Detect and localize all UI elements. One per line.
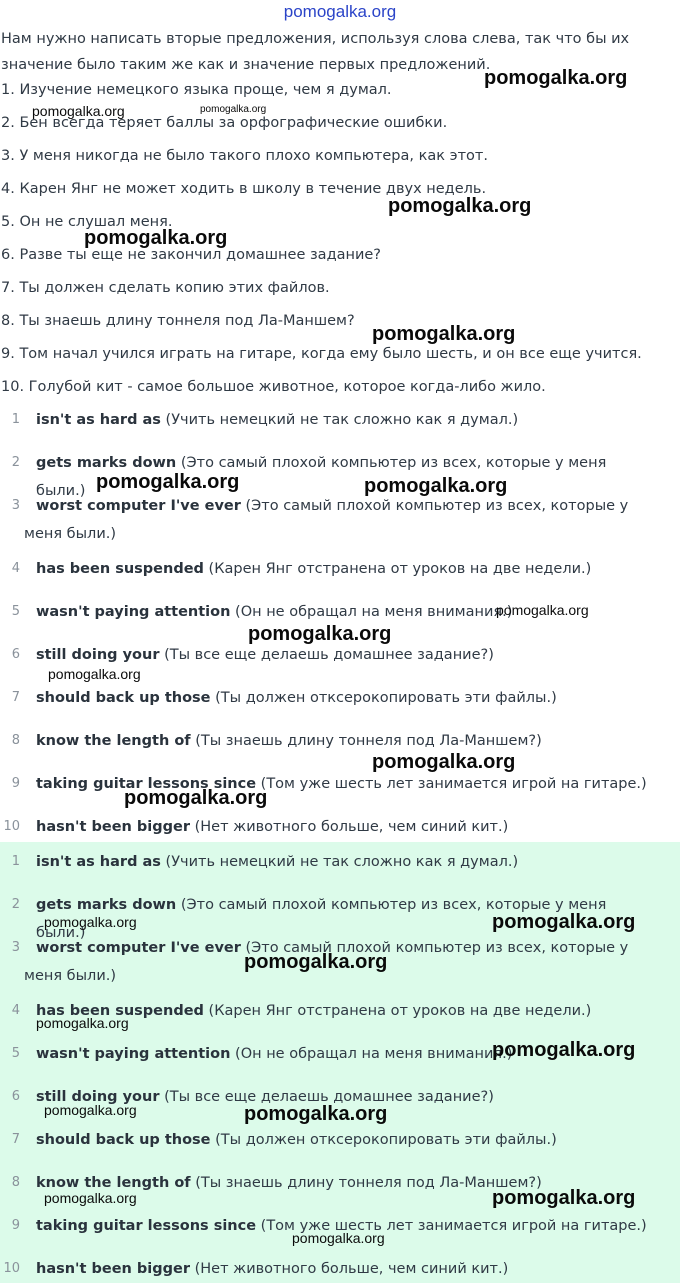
answer-number: 3: [11, 940, 20, 955]
answer-translation: (Это самый плохой компьютер из всех, которые у меня были.): [24, 498, 629, 542]
answer-phrase: hasn't been bigger: [36, 819, 190, 835]
answer-number: 10: [3, 819, 20, 834]
answer-text: [36, 555, 648, 583]
answer-translation: (Ты все еще делаешь домашнее задание?): [164, 647, 494, 663]
watermark: pomogalka.org: [484, 67, 628, 89]
watermark: pomogalka.org: [244, 1103, 388, 1125]
answer-phrase: should back up those: [36, 1132, 211, 1148]
answer-phrase: hasn't been bigger: [36, 1261, 190, 1277]
watermark: pomogalka.org: [48, 666, 141, 682]
watermark: pomogalka.org: [44, 1190, 137, 1206]
task-sentence: 4. Карен Янг не может ходить в школу в течение двух недель.: [1, 181, 487, 197]
answer-phrase: gets marks down: [36, 897, 177, 913]
answer-number: 8: [11, 1175, 20, 1190]
watermark: pomogalka.org: [44, 1102, 137, 1118]
watermark: pomogalka.org: [496, 602, 589, 618]
answer-translation: (Это самый плохой компьютер из всех, которые у меня были.): [24, 940, 629, 984]
watermark: pomogalka.org: [96, 471, 240, 493]
watermark: pomogalka.org: [492, 911, 636, 933]
answer-number: 9: [11, 1218, 20, 1233]
answer-translation: (Это самый плохой компьютер из всех, которые у меня были.): [36, 897, 607, 941]
answer-number: 2: [11, 455, 20, 470]
answer-number: 6: [11, 647, 20, 662]
answer-phrase: wasn't paying attention: [36, 604, 231, 620]
answer-number: 5: [11, 604, 20, 619]
answer-phrase: wasn't paying attention: [36, 1046, 231, 1062]
task-instruction: Нам нужно написать вторые предложения, используя слова слева, так что бы их значение было таким же как и значение первых предложений.: [1, 31, 630, 73]
answer-phrase: worst computer I've ever: [36, 940, 241, 956]
task-sentence: 2. Бен всегда теряет баллы за орфографические ошибки.: [1, 115, 448, 131]
watermark: pomogalka.org: [388, 195, 532, 217]
answer-phrase: still doing your: [36, 647, 160, 663]
watermark: pomogalka.org: [248, 623, 392, 645]
watermark: pomogalka.org: [492, 1039, 636, 1061]
answer-phrase: know the length of: [36, 1175, 191, 1191]
answer-number: 8: [11, 733, 20, 748]
task-sentence: 1. Изучение немецкого языка проще, чем я думал.: [1, 82, 392, 98]
answer-text: [36, 406, 648, 434]
task-sentence: 8. Ты знаешь длину тоннеля под Ла-Маншем?: [1, 313, 355, 329]
answers-list-highlighted: [0, 842, 680, 1283]
task-sentence: 6. Разве ты еще не закончил домашнее задание?: [1, 247, 382, 263]
answer-translation: (Нет животного больше, чем синий кит.): [194, 1261, 509, 1277]
answer-text: [36, 727, 648, 755]
answer-phrase: isn't as hard as: [36, 412, 161, 428]
watermark: pomogalka.org: [36, 1015, 129, 1031]
watermark: pomogalka.org: [32, 103, 125, 119]
answer-phrase: has been suspended: [36, 561, 204, 577]
answer-translation: (Ты должен отксерокопировать эти файлы.): [215, 1132, 557, 1148]
answer-phrase: should back up those: [36, 690, 211, 706]
answer-translation: (Том уже шесть лет занимается игрой на гитаре.): [260, 1218, 647, 1234]
answer-phrase: know the length of: [36, 733, 191, 749]
task-sentence: 5. Он не слушал меня.: [1, 214, 173, 230]
watermark: pomogalka.org: [492, 1187, 636, 1209]
answer-text: [36, 848, 648, 876]
answer-phrase: taking guitar lessons since: [36, 776, 257, 792]
answer-text: [36, 1126, 648, 1154]
answer-phrase: taking guitar lessons since: [36, 1218, 257, 1234]
answer-translation: (Он не обращал на меня внимания.): [235, 604, 513, 620]
site-logo[interactable]: pomogalka.org: [283, 2, 397, 21]
answer-translation: (Нет животного больше, чем синий кит.): [194, 819, 509, 835]
answer-translation: (Это самый плохой компьютер из всех, которые у меня были.): [36, 455, 607, 499]
answer-translation: (Карен Янг отстранена от уроков на две недели.): [208, 1003, 592, 1019]
answer-number: 1: [11, 854, 20, 869]
answer-number: 4: [11, 561, 20, 576]
task-sentence: 3. У меня никогда не было такого плохо компьютера, как этот.: [1, 148, 488, 164]
answer-text: [36, 813, 648, 841]
answer-number: 6: [11, 1089, 20, 1104]
watermark: pomogalka.org: [372, 323, 516, 345]
watermark: pomogalka.org: [124, 787, 268, 809]
answer-text: [36, 1255, 648, 1283]
answer-number: 7: [11, 690, 20, 705]
watermark: pomogalka.org: [44, 914, 137, 930]
watermark: pomogalka.org: [372, 751, 516, 773]
task-sentence: 7. Ты должен сделать копию этих файлов.: [1, 280, 330, 296]
answer-number: 4: [11, 1003, 20, 1018]
watermark: pomogalka.org: [292, 1230, 385, 1246]
answer-translation: (Ты знаешь длину тоннеля под Ла-Маншем?): [195, 733, 542, 749]
answers-list: [0, 398, 680, 842]
answer-translation: (Том уже шесть лет занимается игрой на гитаре.): [260, 776, 647, 792]
answer-phrase: still doing your: [36, 1089, 160, 1105]
answer-number: 5: [11, 1046, 20, 1061]
answer-translation: (Учить немецкий не так сложно как я думал.): [165, 854, 519, 870]
answer-translation: (Он не обращал на меня внимания.): [235, 1046, 513, 1062]
answer-phrase: isn't as hard as: [36, 854, 161, 870]
answer-translation: (Карен Янг отстранена от уроков на две недели.): [208, 561, 592, 577]
answer-number: 7: [11, 1132, 20, 1147]
answer-number: 1: [11, 412, 20, 427]
answer-phrase: gets marks down: [36, 455, 177, 471]
answer-translation: (Ты знаешь длину тоннеля под Ла-Маншем?): [195, 1175, 542, 1191]
answer-text: [24, 492, 648, 548]
watermark: pomogalka.org: [84, 227, 228, 249]
answer-phrase: has been suspended: [36, 1003, 204, 1019]
answer-translation: (Ты все еще делаешь домашнее задание?): [164, 1089, 494, 1105]
watermark: pomogalka.org: [244, 951, 388, 973]
answer-number: 10: [3, 1261, 20, 1276]
watermark: pomogalka.org: [200, 104, 267, 115]
task-sentence: 9. Том начал учился играть на гитаре, когда ему было шесть, и он все еще учится.: [1, 346, 642, 362]
task-sentence: 10. Голубой кит - самое большое животное, которое когда-либо жило.: [1, 379, 546, 395]
answer-number: 3: [11, 498, 20, 513]
answer-number: 9: [11, 776, 20, 791]
answer-number: 2: [11, 897, 20, 912]
answer-text: [36, 684, 648, 712]
answer-translation: (Учить немецкий не так сложно как я думал.): [165, 412, 519, 428]
watermark: pomogalka.org: [364, 475, 508, 497]
answer-phrase: worst computer I've ever: [36, 498, 241, 514]
answer-translation: (Ты должен отксерокопировать эти файлы.): [215, 690, 557, 706]
